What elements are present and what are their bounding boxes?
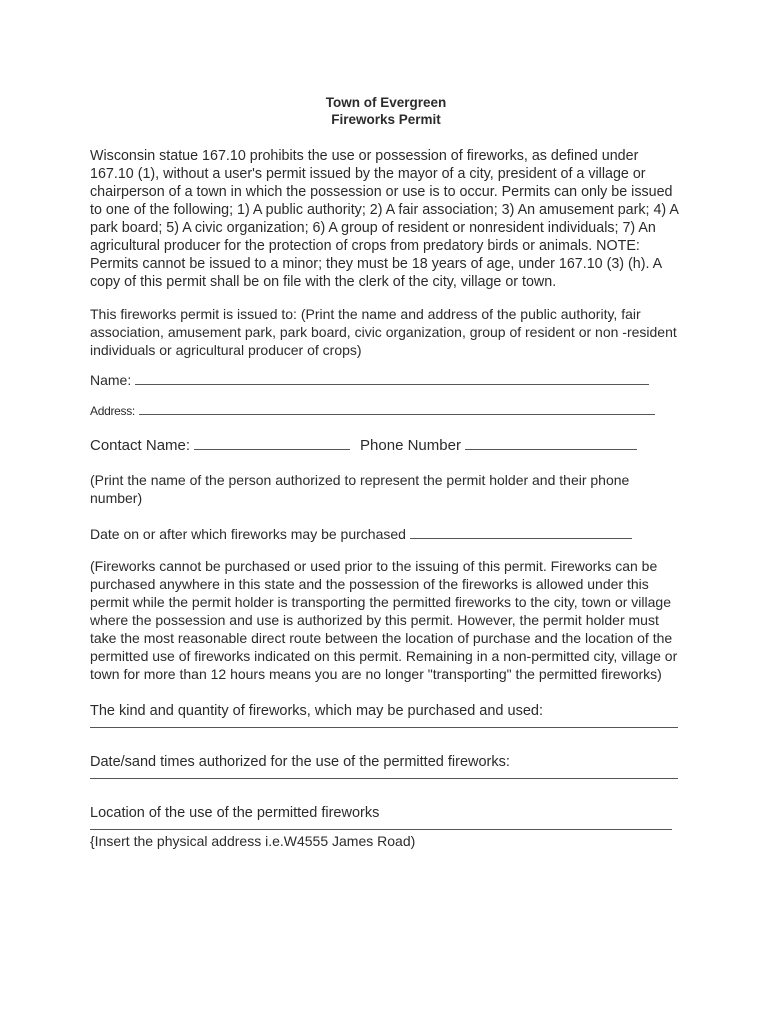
print-note: (Print the name of the person authorized to represent the permit holder and their phone number) — [90, 472, 630, 506]
location-label: Location of the use of the permitted fireworks — [90, 805, 380, 821]
phone-number-field[interactable] — [465, 437, 637, 450]
name-row — [90, 372, 682, 388]
purchase-note: (Fireworks cannot be purchased or used prior to the issuing of this permit. Fireworks can be purchased anywhere in this state and the possession of the fireworks is allowed under this permit while the permit holder is transporting the permitted fireworks to the city, town or village where the possession and use is authorized by this permit. However, the permit holder must take the most reasonable direct route between the location of purchase and the location of the permitted use of fireworks indicated on this permit. Remaining in a non-permitted city, village or town for more than 12 hours means you are no longer "transporting" the permitted fireworks) — [90, 558, 678, 682]
contact-row — [90, 437, 682, 454]
intro-paragraph: Wisconsin statue 167.10 prohibits the use or possession of fireworks, as defined under 167.10 (1), without a user's permit issued by the mayor of a city, president of a village or chairperson of a town in which the possession or use is to occur. Permits can only be issued to one of the following; 1) A public authority; 2) A fair association; 3) An amusement park; 4) A park board; 5) A civic organization; 6) A group of resident or nonresident individuals; 7) An agricultural producer for the protection of crops from predatory birds or animals. NOTE: Permits cannot be issued to a minor; they must be 18 years of age, under 167.10 (3) (h). A copy of this permit shall be on file with the clerk of the city, village or town. — [90, 148, 679, 290]
issued-to-paragraph: This fireworks permit is issued to: (Print the name and address of the public authority, fair association, amusement park, park board, civic organization, group of resident or non -resident individuals or agricultural producer of crops) — [90, 306, 677, 358]
address-label: Address: — [90, 404, 135, 418]
name-field[interactable] — [135, 372, 649, 385]
purchase-date-row — [90, 526, 682, 542]
address-field[interactable] — [139, 402, 655, 415]
phone-number-label: Phone Number — [360, 437, 461, 454]
location-note: {Insert the physical address i.e.W4555 James Road) — [90, 833, 416, 849]
address-row — [90, 402, 682, 418]
contact-name-field[interactable] — [194, 437, 350, 450]
permit-document — [90, 94, 682, 864]
name-label: Name: — [90, 372, 132, 388]
purchase-date-label: Date on or after which fireworks may be purchased — [90, 526, 406, 542]
location-field[interactable] — [90, 822, 672, 830]
kind-quantity-field[interactable] — [90, 720, 678, 728]
permit-title: Fireworks Permit — [331, 112, 441, 127]
kind-quantity-label: The kind and quantity of fireworks, which may be purchased and used: — [90, 703, 543, 719]
purchase-date-field[interactable] — [410, 526, 632, 539]
town-title: Town of Evergreen — [325, 95, 447, 110]
dates-times-label: Date/sand times authorized for the use of the permitted fireworks: — [90, 754, 510, 770]
dates-times-field[interactable] — [90, 771, 678, 779]
contact-name-label: Contact Name: — [90, 437, 191, 454]
